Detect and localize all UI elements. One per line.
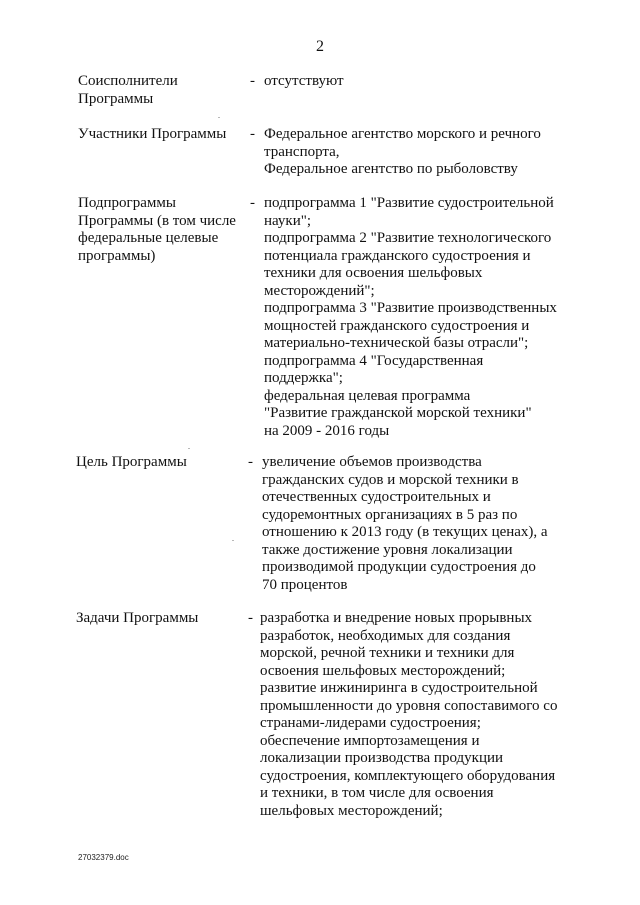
- content-line: также достижение уровня локализации: [262, 541, 513, 558]
- page-number: 2: [316, 38, 324, 55]
- content-line: локализации производства продукции: [260, 750, 504, 766]
- content-line: техники для освоения шельфовых: [264, 265, 483, 281]
- content-line: подпрограмма 1 "Развитие судостроительной: [264, 195, 554, 211]
- content-line: материально-технической базы отрасли";: [264, 335, 529, 351]
- content-line: "Развитие гражданской морской техники": [264, 405, 532, 421]
- content-line: транспорта,: [264, 143, 340, 160]
- content-line: морской, речной техники и техники для: [260, 645, 515, 661]
- content-line: судоремонтных организациях в 5 раз по: [262, 506, 518, 523]
- section-label: Соисполнители Программы: [78, 73, 178, 107]
- content-line: федеральная целевая программа: [264, 387, 471, 404]
- dash-separator: -: [250, 73, 255, 89]
- content-line: отечественных судостроительных и: [262, 489, 491, 505]
- content-line: производимой продукции судостроения до: [262, 559, 536, 575]
- content-line: промышленности до уровня сопоставимого со: [260, 697, 558, 714]
- content-line: мощностей гражданского судостроения и: [264, 317, 530, 334]
- content-line: разработок, необходимых для создания: [260, 627, 511, 644]
- section-content: [264, 126, 574, 179]
- dash-separator: -: [248, 454, 253, 470]
- content-line: разработка и внедрение новых прорывных: [260, 610, 533, 626]
- section-content: [264, 195, 574, 440]
- section-label: Участники Программы: [78, 126, 227, 142]
- document-filename: 27032379.doc: [78, 853, 129, 862]
- content-line: подпрограмма 3 "Развитие производственных: [264, 300, 557, 316]
- content-line: подпрограмма 4 "Государственная: [264, 352, 484, 369]
- dash-separator: -: [250, 195, 255, 211]
- content-line: гражданских судов и морской техники в: [262, 471, 519, 488]
- section-content: [262, 454, 572, 594]
- content-line: развитие инжиниринга в судостроительной: [260, 680, 538, 696]
- scan-speck: [232, 540, 234, 541]
- content-line: обеспечение импортозамещения и: [260, 732, 480, 749]
- content-line: 70 процентов: [262, 576, 348, 593]
- content-line: месторождений";: [264, 282, 375, 299]
- section-label: Подпрограммы Программы (в том числе федеральные целевые программы): [78, 195, 236, 264]
- content-line: Федеральное агентство морского и речного: [264, 126, 541, 142]
- dash-separator: -: [250, 126, 255, 142]
- content-line: Федеральное агентство по рыболовству: [264, 161, 518, 177]
- content-line: на 2009 - 2016 годы: [264, 422, 390, 439]
- content-line: подпрограмма 2 "Развитие технологического: [264, 230, 552, 246]
- section-content: [260, 610, 570, 820]
- scan-speck: [188, 448, 190, 449]
- content-line: потенциала гражданского судостроения и: [264, 247, 531, 264]
- content-line: и техники, в том числе для освоения: [260, 785, 494, 801]
- content-line: освоения шельфовых месторождений;: [260, 662, 506, 679]
- section-content: [264, 73, 574, 91]
- content-line: отношению к 2013 году (в текущих ценах), а: [262, 524, 548, 540]
- content-line: шельфовых месторождений;: [260, 802, 443, 819]
- section-label: Задачи Программы: [76, 610, 199, 626]
- content-line: странами-лидерами судостроения;: [260, 715, 481, 731]
- content-line: судостроения, комплектующего оборудования: [260, 767, 556, 784]
- content-line: увеличение объемов производства: [262, 454, 482, 470]
- dash-separator: -: [248, 610, 253, 626]
- content-line: науки";: [264, 212, 312, 229]
- scan-speck: [218, 117, 220, 118]
- section-label: Цель Программы: [76, 454, 187, 470]
- content-line: отсутствуют: [264, 73, 344, 89]
- content-line: поддержка";: [264, 370, 343, 386]
